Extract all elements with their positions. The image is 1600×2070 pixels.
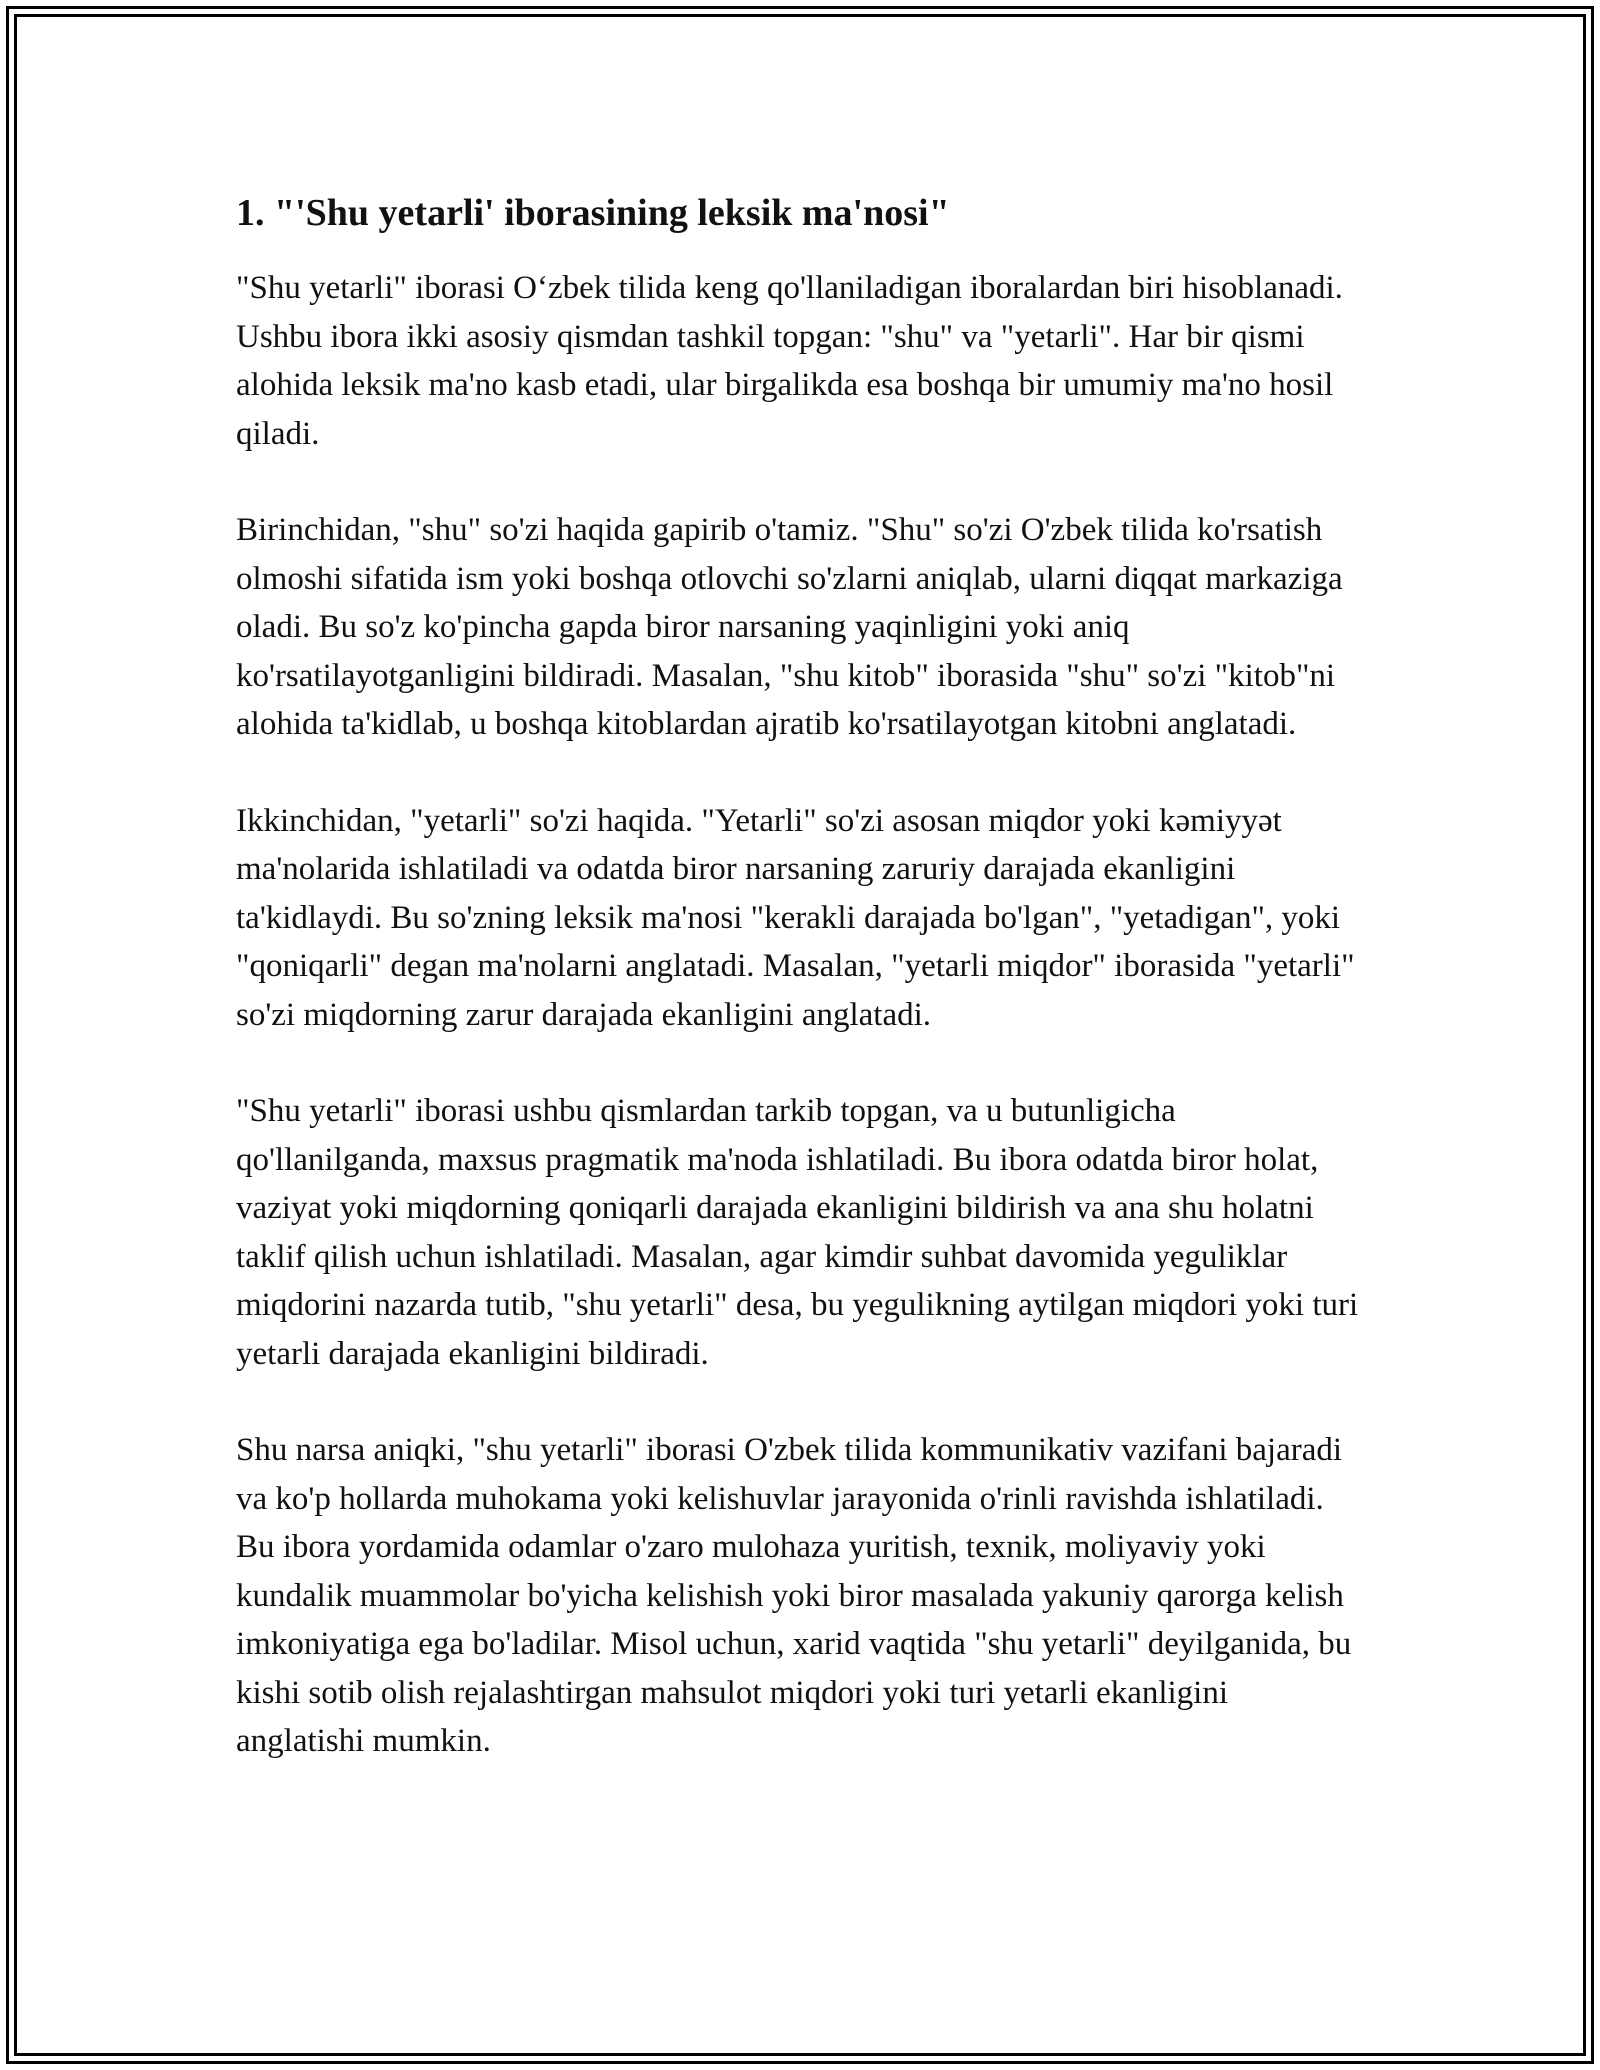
paragraph-combined-meaning: "Shu yetarli" iborasi ushbu qismlardan tarkib topgan, va u butunligicha qo'llanilganda, maxsus pragmatik ma'noda ishlatiladi. Bu ibora odatda biror holat, vaziyat yoki miqdorning qoniqarli darajada ekanligini bildirish va ana shu holatni taklif qilish uchun ishlatiladi. Masalan, agar kimdir suhbat davomida yeguliklar miqdorini nazarda tutib, "shu yetarli" desa, bu yegulikning aytilgan miqdori yoki turi yetarli darajada ekanligini bildiradi. xyxy=(236,1093,1359,1372)
section-heading: 1. "'Shu yetarli' iborasining leksik ma'nosi" xyxy=(236,192,950,234)
paragraph-yetarli: Ikkinchidan, "yetarli" so'zi haqida. "Yetarli" so'zi asosan miqdor yoki kəmiyyət ma'nolarida ishlatiladi va odatda biror narsaning zaruriy darajada ekanligini ta'kidlaydi. Bu so'zning leksik ma'nosi "kerakli darajada bo'lgan", "yetadigan", yoki "qoniqarli" degan ma'nolarni anglatadi. Masalan, "yetarli miqdor" iborasida "yetarli" so'zi miqdorning zarur darajada ekanligini anglatadi. xyxy=(236,802,1355,1033)
paragraph-shu: Birinchidan, "shu" so'zi haqida gapirib o'tamiz. "Shu" so'zi O'zbek tilida ko'rsatish olmoshi sifatida ism yoki boshqa otlovchi so'zlarni aniqlab, ularni diqqat markaziga oladi. Bu so'z ko'pincha gapda biror narsaning yaqinligini yoki aniq ko'rsatilayotganligini bildiradi. Masalan, "shu kitob" iborasida "shu" so'zi "kitob"ni alohida ta'kidlab, u boshqa kitoblardan ajratib ko'rsatilayotgan kitobni anglatadi. xyxy=(236,512,1343,742)
paragraph-conclusion: Shu narsa aniqki, "shu yetarli" iborasi O'zbek tilida kommunikativ vazifani bajaradi va ko'p hollarda muhokama yoki kelishuvlar jarayonida o'rinli ravishda ishlatiladi. Bu ibora yordamida odamlar o'zaro mulohaza yuritish, texnik, moliyaviy yoki kundalik muammolar bo'yicha kelishish yoki biror masalada yakuniy qarorga kelish imkoniyatiga ega bo'ladilar. Misol uchun, xarid vaqtida "shu yetarli" deyilganida, bu kishi sotib olish rejalashtirgan mahsulot miqdori yoki turi yetarli ekanligini anglatishi mumkin. xyxy=(236,1432,1352,1759)
document-body xyxy=(236,186,1364,1814)
paragraph-intro: "Shu yetarli" iborasi O‘zbek tilida keng qo'llaniladigan iboralardan biri hisoblanadi. Ushbu ibora ikki asosiy qismdan tashkil topgan: "shu" va "yetarli". Har bir qismi alohida leksik ma'no kasb etadi, ular birgalikda esa boshqa bir umumiy ma'no hosil qiladi. xyxy=(236,270,1343,452)
